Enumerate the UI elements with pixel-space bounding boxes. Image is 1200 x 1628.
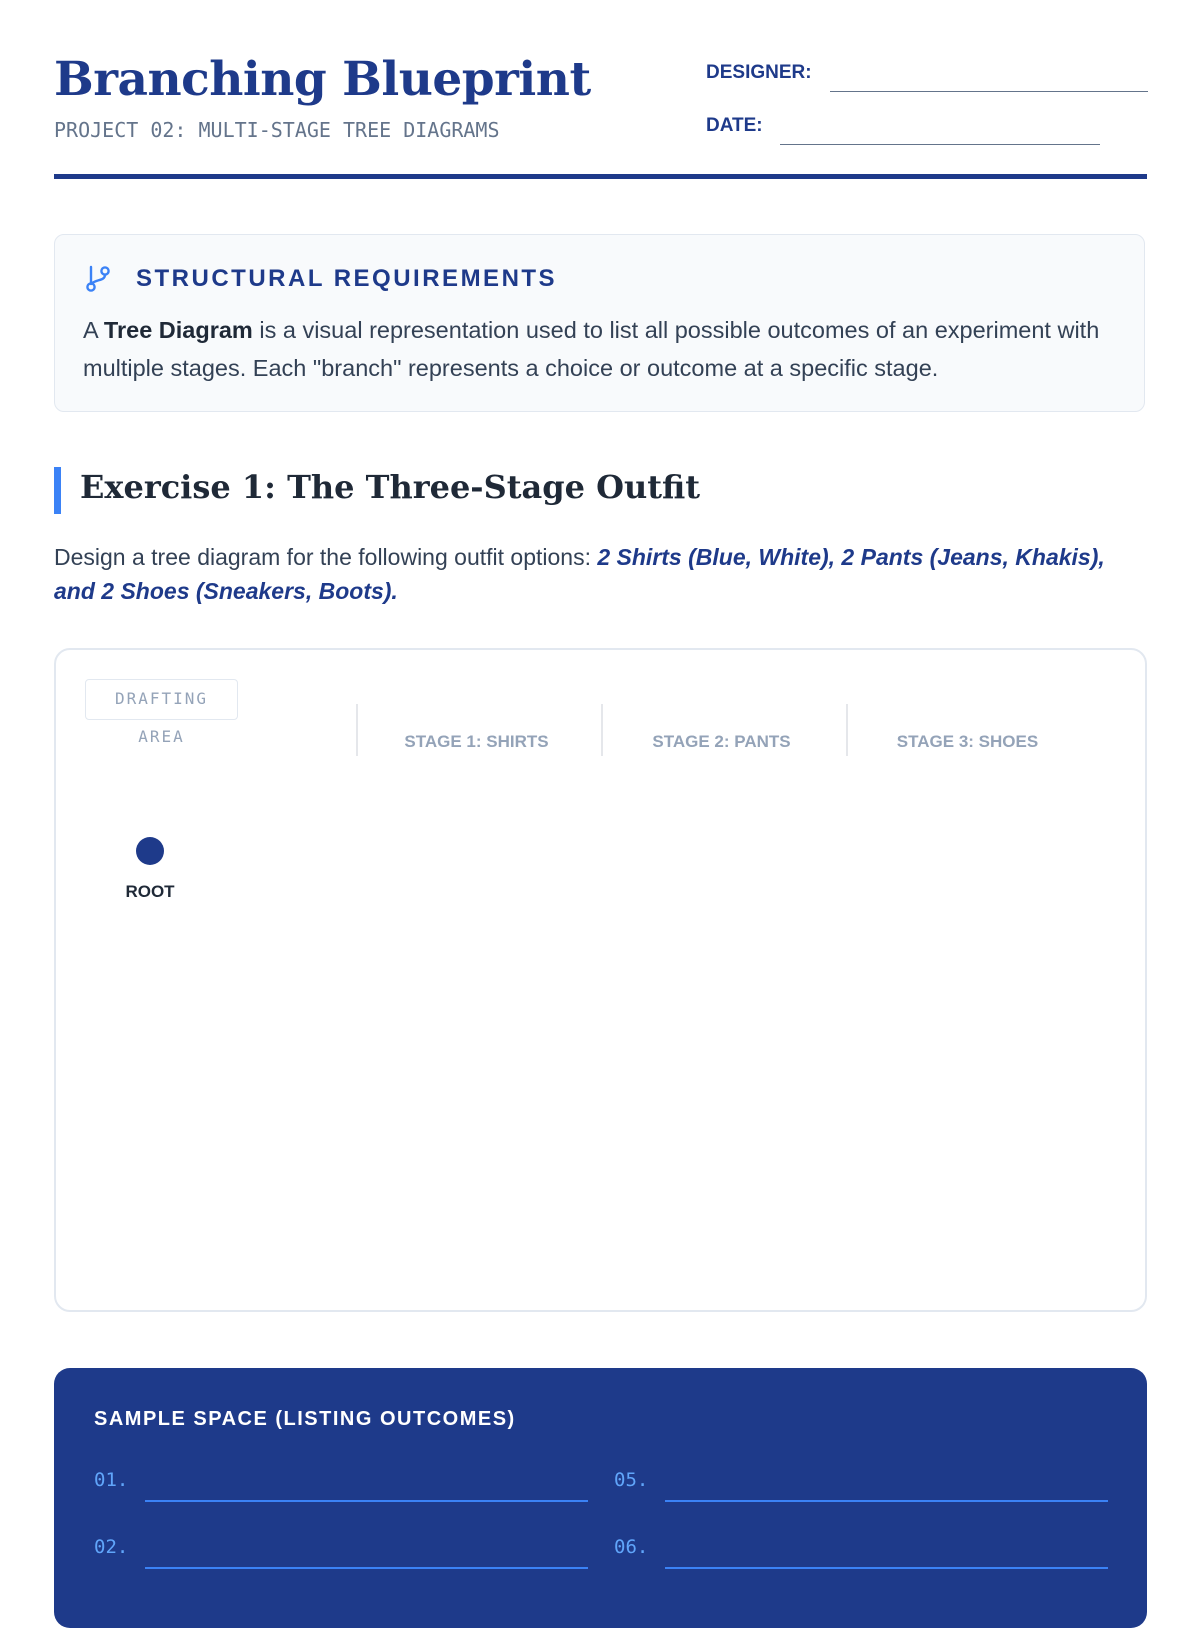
stage-2-label: STAGE 2: PANTS — [652, 732, 791, 751]
outcome-input-line[interactable] — [145, 1567, 588, 1569]
requirements-text: A Tree Diagram is a visual representation used to list all possible outcomes of an experiment with multiple stages. Each "branch" represents a choice or outcome at a specific stage. — [83, 317, 1100, 381]
root-label: ROOT — [125, 882, 175, 901]
date-field — [706, 115, 1106, 145]
worksheet-page — [54, 0, 1147, 1558]
outcome-number: 05. — [614, 1469, 649, 1491]
outcome-slot — [614, 1536, 1114, 1576]
page-subtitle: PROJECT 02: MULTI-STAGE TREE DIAGRAMS — [54, 118, 500, 142]
root-node — [136, 837, 164, 865]
drafting-area[interactable] — [54, 648, 1147, 1312]
sample-space-panel — [54, 1368, 1147, 1628]
sample-space-title: SAMPLE SPACE (LISTING OUTCOMES) — [94, 1408, 516, 1430]
designer-input-line[interactable] — [830, 90, 1148, 92]
outcome-number: 01. — [94, 1469, 129, 1491]
exercise-accent-bar — [54, 467, 61, 514]
outcome-number: 02. — [94, 1536, 129, 1558]
stage-1-label: STAGE 1: SHIRTS — [404, 732, 549, 751]
stage-3-label: STAGE 3: SHOES — [896, 732, 1039, 751]
designer-field — [706, 62, 1148, 92]
date-label: DATE: — [706, 115, 763, 136]
drafting-area-tag: DRAFTING AREA — [85, 679, 238, 720]
outcome-slot — [94, 1536, 594, 1576]
requirements-box — [54, 234, 1145, 412]
exercise-title: Exercise 1: The Three-Stage Outfit — [80, 468, 701, 506]
header — [54, 0, 1147, 180]
designer-label: DESIGNER: — [706, 62, 812, 83]
outcome-input-line[interactable] — [665, 1567, 1108, 1569]
date-input-line[interactable] — [780, 143, 1100, 145]
requirements-heading: STRUCTURAL REQUIREMENTS — [136, 265, 558, 292]
outfit-options: 2 Shirts (Blue, White), 2 Pants (Jeans, Khakis), and 2 Shoes (Sneakers, Boots). — [54, 544, 1105, 604]
term-tree-diagram: Tree Diagram — [103, 317, 253, 343]
page-title: Branching Blueprint — [54, 52, 591, 107]
outcome-input-line[interactable] — [145, 1500, 588, 1502]
header-divider — [54, 174, 1147, 179]
git-branch-icon — [83, 263, 113, 293]
outcome-slot — [614, 1469, 1114, 1509]
outcome-slot — [94, 1469, 594, 1509]
outcome-input-line[interactable] — [665, 1500, 1108, 1502]
outcome-number: 06. — [614, 1536, 649, 1558]
exercise-description: Design a tree diagram for the following outfit options: 2 Shirts (Blue, White), 2 Pants (Jeans, Khakis), and 2 Shoes (Sneakers, Boots). — [54, 544, 1105, 604]
